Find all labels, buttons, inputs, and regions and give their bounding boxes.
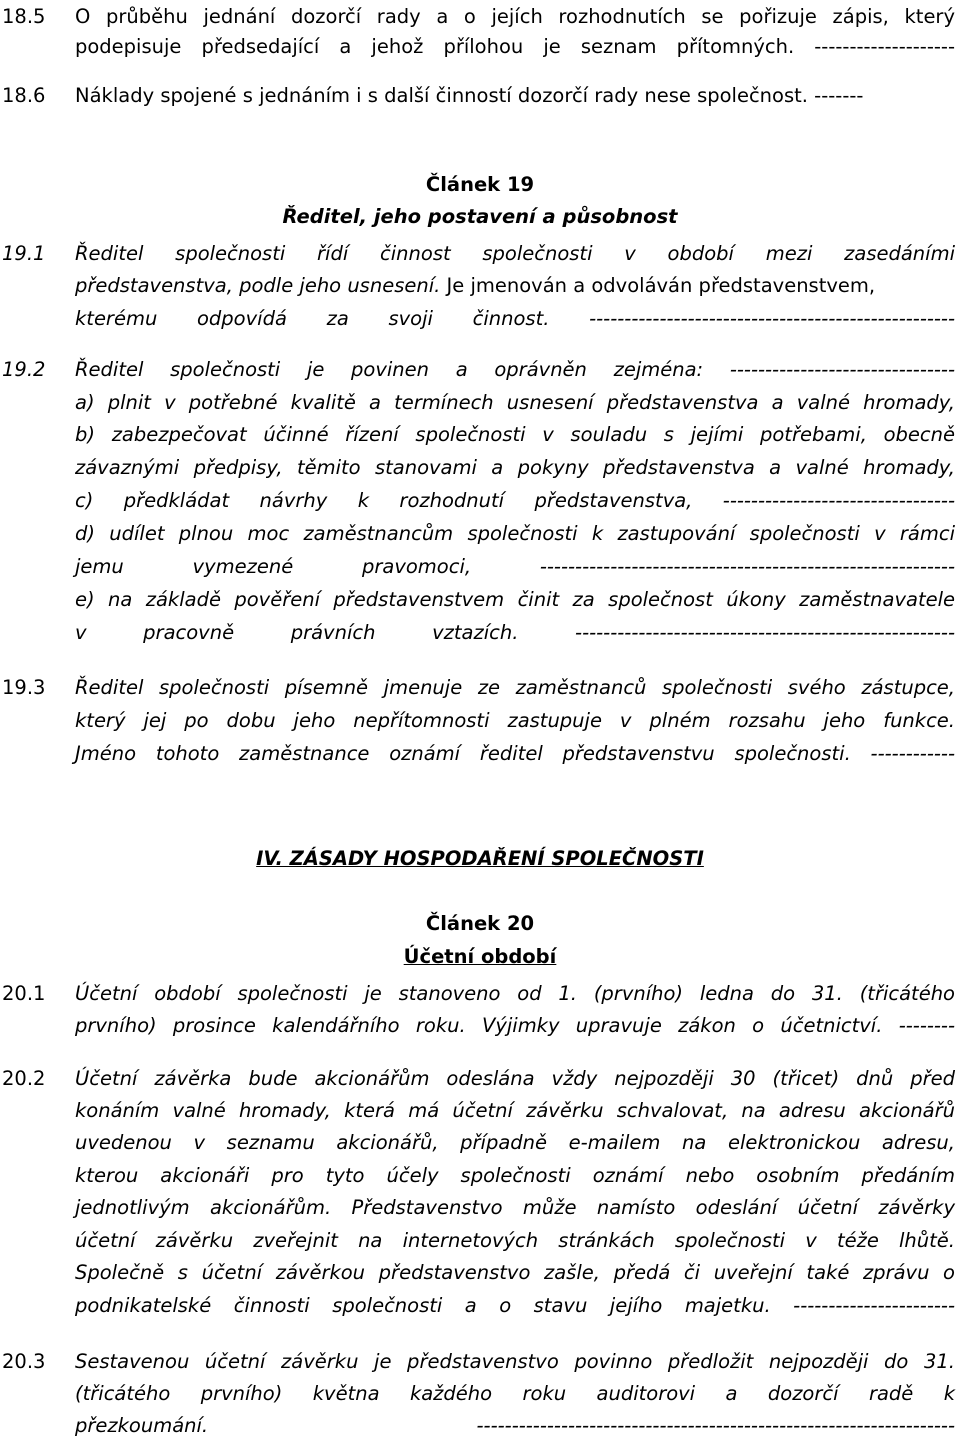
text-line: [75, 269, 955, 302]
text-line: d) udílet plnou moc zaměstnancům společnosti k zastupování společnosti v rámci: [75, 522, 955, 545]
text-line: konáním valné hromady, která má účetní závěrku schvalovat, na adresu akcionářů: [75, 1099, 955, 1122]
text-line: podepisuje předsedající a jehož přílohou je seznam přítomných. --------------------: [75, 35, 955, 58]
text-line: Účetní závěrka bude akcionářům odeslána vždy nejpozději 30 (třicet) dnů před: [75, 1067, 955, 1090]
text-fragment: Je jmenován a odvoláván představenstvem,: [440, 274, 876, 297]
section-number: 19.2: [2, 358, 46, 381]
text-line: jemu vymezené pravomoci, -----------------------------------------------------------: [75, 555, 955, 578]
text-line: Náklady spojené s jednáním i s další činností dozorčí rady nese společnost. -------: [75, 84, 864, 107]
section-number: 19.1: [2, 242, 46, 265]
text-line: Sestavenou účetní závěrku je představenstvo povinno předložit nejpozději do 31.: [75, 1350, 955, 1373]
text-fragment: představenstva, podle jeho usnesení.: [75, 274, 441, 297]
text-line: O průběhu jednání dozorčí rady a o jejích rozhodnutích se pořizuje zápis, který: [75, 5, 955, 28]
text-line: kterému odpovídá za svoji činnost. ----------------------------------------------------: [75, 307, 955, 330]
text-line: a) plnit v potřebné kvalitě a termínech usnesení představenstva a valné hromady,: [75, 391, 955, 414]
text-line: Ředitel společnosti je povinen a oprávněn zejména: --------------------------------: [75, 358, 955, 381]
text-line: (třicátého prvního) května každého roku auditorovi a dozorčí radě k: [75, 1382, 955, 1405]
section-number: 20.1: [2, 982, 46, 1005]
text-line: Ředitel společnosti řídí činnost společnosti v období mezi zasedáními: [75, 242, 955, 265]
text-line: Ředitel společnosti písemně jmenuje ze zaměstnanců společnosti svého zástupce,: [75, 676, 955, 699]
text-line: účetní závěrku zveřejnit na internetových stránkách společnosti v téže lhůtě.: [75, 1229, 955, 1252]
text-line: uvedenou v seznamu akcionářů, případně e-mailem na elektronickou adresu,: [75, 1131, 955, 1154]
section-number: 18.5: [2, 5, 46, 28]
text-line: v pracovně právních vztazích. ------------------------------------------------------: [75, 621, 955, 644]
text-line: jednotlivým akcionářům. Představenstvo může namísto odeslání účetní závěrky: [75, 1196, 955, 1219]
text-line: závaznými předpisy, těmito stanovami a pokyny představenstva a valné hromady,: [75, 456, 955, 479]
text-line: c) předkládat návrhy k rozhodnutí představenstva, ---------------------------------: [75, 489, 955, 512]
section-number: 20.3: [2, 1350, 46, 1373]
section-number: 20.2: [2, 1067, 46, 1090]
text-line: Jméno tohoto zaměstnance oznámí ředitel představenstvu společnosti. ------------: [75, 742, 955, 765]
article-subtitle: Účetní období: [403, 945, 557, 968]
article-title: Článek 19: [425, 173, 535, 196]
text-line: který jej po dobu jeho nepřítomnosti zastupuje v plném rozsahu jeho funkce.: [75, 709, 955, 732]
text-line: prvního) prosince kalendářního roku. Výjimky upravuje zákon o účetnictví. --------: [75, 1014, 955, 1037]
article-title: Článek 20: [425, 912, 535, 935]
section-number: 18.6: [2, 84, 46, 107]
part-heading: IV. ZÁSADY HOSPODAŘENÍ SPOLEČNOSTI: [256, 847, 704, 870]
text-line: Společně s účetní závěrkou představenstvo zašle, předá či uveřejní také zprávu o: [75, 1261, 955, 1284]
text-line: podnikatelské činnosti společnosti a o stavu jejího majetku. -----------------------: [75, 1294, 955, 1317]
text-line: b) zabezpečovat účinné řízení společnosti v souladu s jejími potřebami, obecně: [75, 423, 955, 446]
text-line: e) na základě pověření představenstvem činit za společnost úkony zaměstnavatele: [75, 588, 955, 611]
text-line: Účetní období společnosti je stanoveno od 1. (prvního) ledna do 31. (třicátého: [75, 982, 955, 1005]
article-subtitle: Ředitel, jeho postavení a působnost: [282, 205, 678, 228]
text-line: přezkoumání. --------------------------------------------------------------------: [75, 1414, 955, 1437]
section-number: 19.3: [2, 676, 46, 699]
text-line: kterou akcionáři pro tyto účely společnosti oznámí nebo osobním předáním: [75, 1164, 955, 1187]
